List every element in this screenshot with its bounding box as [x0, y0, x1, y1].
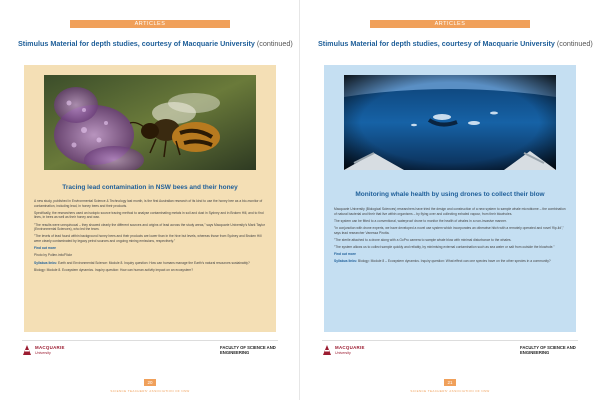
syllabus-links	[334, 259, 566, 264]
article-panel	[324, 65, 576, 332]
biology-link: Biology: Module 8. Ecosystem dynamics. Inquiry question: How can human activity impact on an ecosystem?	[34, 267, 194, 272]
logo-sub: University	[335, 351, 351, 355]
faculty-label: FACULTY OF SCIENCE AND ENGINEERING	[220, 345, 276, 355]
section-tab: ARTICLES	[70, 20, 230, 28]
drone-over-ocean-photo	[344, 75, 556, 170]
find-out-more-link[interactable]: Find out more	[334, 252, 356, 257]
lighthouse-icon	[22, 344, 32, 356]
story-title: Monitoring whale health by using drones to collect their blow	[355, 191, 545, 198]
page-heading	[18, 39, 293, 48]
syllabus-label: Syllabus links:	[34, 260, 58, 265]
paragraph: Specifically, the researchers used an isotopic source tracing method to analyse contaminating metals in soil and dust in Sydney and in Broken Hill, and to find lines, in bees as well as their honey and wax.	[34, 210, 264, 220]
macquarie-logo	[22, 344, 82, 358]
publication-footer: SCIENCE TEACHERS' ASSOCIATION OF NSW	[110, 389, 190, 393]
footer-divider	[22, 340, 278, 341]
find-out-more-link[interactable]: Find out more	[34, 246, 56, 251]
story-title: Tracing lead contamination in NSW bees and their honey	[62, 184, 238, 191]
faculty-label: FACULTY OF SCIENCE AND ENGINEERING	[520, 345, 576, 355]
syllabus-text: Earth and Environmental Science: Module 8. Inquiry question: How can humans manage the Earth's natural resources sustainably?	[58, 260, 250, 265]
paragraph: A new study, published in Environmental Science & Technology last month, is the first Australian research of its kind to use the honey bee as a bio-monitor of contamination, including lead, in honey bees and their products.	[34, 199, 263, 208]
paragraph: The system can be fitted to a conventional, waterproof drone to monitor the health of whales in a non-invasive manner.	[334, 218, 507, 223]
publication-footer: SCIENCE TEACHERS' ASSOCIATION OF NSW	[410, 389, 490, 393]
honeybee-photo	[44, 75, 256, 170]
heading-continued: (continued)	[556, 39, 593, 48]
logo-sub: University	[35, 351, 51, 355]
article-panel	[24, 65, 276, 332]
lighthouse-icon	[322, 344, 332, 356]
paragraph: "In conjunction with drone experts, we have developed a novel use system which incorporates an otherwise hitch with a remotely operated and novel 'flip-lid'," says lead researcher Vanessa Pirotta.	[334, 225, 564, 235]
logo-name: MACQUARIE	[35, 345, 65, 350]
syllabus-links	[34, 261, 266, 266]
paragraph: Macquarie University (Biological Sciences) researchers have tried the design and construction of a new system to sample whale microbiome – the combination of natural bacterial and their that live within organisms – by flying over and collecting exhaled vapour, from their blowholes.	[334, 207, 566, 216]
paragraph: "The sterile attached to a drone along with a GoPro camera to sample whale blow with minimal disturbance to the whales.	[334, 237, 512, 242]
heading-text: Stimulus Material for depth studies, courtesy of Macquarie University	[318, 39, 555, 48]
syllabus-text: Biology: Module 8 – Ecosystem dynamics. Inquiry question: What effect can one species have on the other species in a community?	[358, 259, 551, 264]
paragraph: "The system allows us to collect sample quickly and reliably, by minimising external contamination such as sea water or salt from outside the blowhole."	[334, 244, 555, 249]
page-number: 20	[144, 379, 156, 386]
page-heading	[318, 39, 593, 48]
paragraph: "The levels of lead found within background honey bees and their products are lower than in the hive but levels, whereas those from Sydney and Broken Hill were clearly contaminated by legacy petrol sources and ongoing mining emissions, respectively."	[34, 234, 262, 243]
logo-name: MACQUARIE	[335, 345, 365, 350]
article-body	[34, 199, 266, 275]
drone-photo	[344, 75, 556, 170]
page-number: 21	[444, 379, 456, 386]
right-page	[300, 0, 600, 400]
honeybee-on-flower-photo	[44, 75, 256, 170]
photo-credit: Photo by Pollen.info/Flickr	[34, 253, 73, 258]
heading-text: Stimulus Material for depth studies, courtesy of Macquarie University	[18, 39, 255, 48]
footer-divider	[322, 340, 578, 341]
article-body	[334, 207, 566, 267]
section-tab: ARTICLES	[370, 20, 530, 28]
heading-continued: (continued)	[256, 39, 293, 48]
syllabus-label: Syllabus links:	[334, 259, 358, 264]
macquarie-logo	[322, 344, 382, 358]
paragraph: "The results were unequivocal – they showed clearly the different sources and origins of lead across the study areas," says Macquarie University's Mark Taylor (Environmental Sciences), who led the team.	[34, 222, 265, 232]
